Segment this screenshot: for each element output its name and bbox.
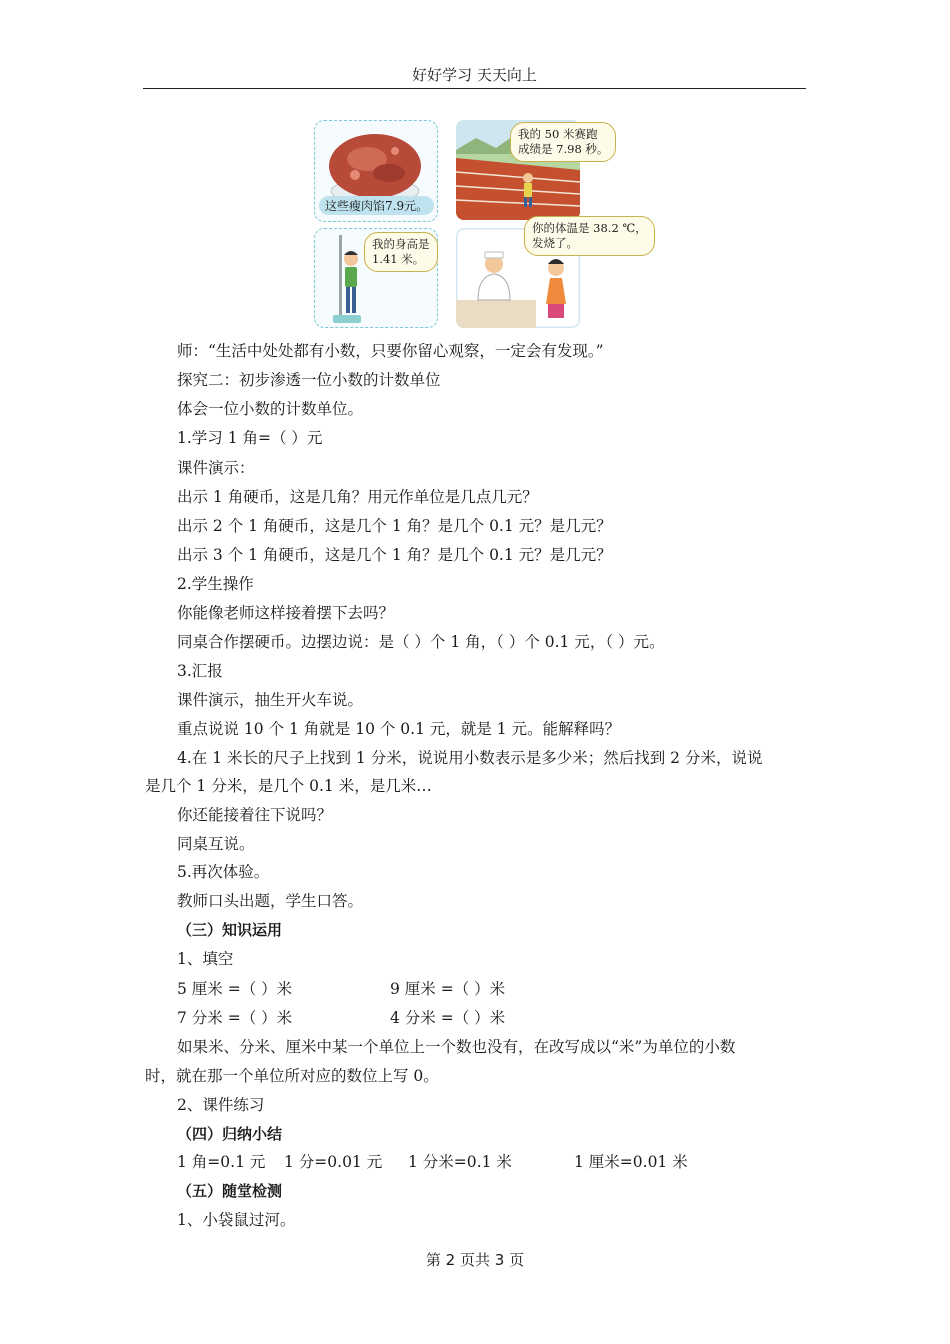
text-line: 7 分米 =（ ）米 xyxy=(177,1009,293,1027)
text-line: 师：“生活中处处都有小数，只要你留心观察，一定会有发现。” xyxy=(177,342,604,360)
panel-caption: 这些瘦肉馅7.9元。 xyxy=(319,196,434,215)
text-line: 出示 2 个 1 角硬币，这是几个 1 角？是几个 0.1 元？是几元？ xyxy=(177,517,612,535)
text-line: 1.学习 1 角=（ ）元 xyxy=(177,429,323,447)
text-line: 9 厘米 =（ ）米 xyxy=(390,980,506,998)
panel-meat xyxy=(314,120,438,222)
text-line: 时，就在那一个单位所对应的数位上写 0。 xyxy=(145,1067,439,1085)
text-line: 5.再次体验。 xyxy=(177,863,270,881)
text-line: 1、填空 xyxy=(177,950,234,968)
text-line: 出示 1 角硬币，这是几角？用元作单位是几点几元？ xyxy=(177,488,538,506)
text-line: 你还能接着往下说吗？ xyxy=(177,806,333,824)
text-line: 你能像老师这样接着摆下去吗？ xyxy=(177,604,395,622)
text-line: 3.汇报 xyxy=(177,662,223,680)
page-footer: 第 2 页共 3 页 xyxy=(425,1251,525,1269)
speech-bubble-temperature xyxy=(524,216,655,256)
text-line: 是几个 1 分米，是几个 0.1 米，是几米… xyxy=(145,777,432,795)
text-line: 1 分=0.01 元 xyxy=(284,1153,383,1171)
text-line: 4 分米 =（ ）米 xyxy=(390,1009,506,1027)
text-line: 课件演示： xyxy=(177,459,255,477)
text-line: 5 厘米 =（ ）米 xyxy=(177,980,293,998)
bubble-text: 1.41 米。 xyxy=(372,252,425,266)
text-line: 1 角=0.1 元 xyxy=(177,1153,266,1171)
text-line: 1 分米=0.1 米 xyxy=(408,1153,512,1171)
speech-bubble-race xyxy=(510,122,616,162)
text-line: 同桌互说。 xyxy=(177,835,255,853)
illustration-figure xyxy=(314,120,668,330)
text-line: 重点说说 10 个 1 角就是 10 个 0.1 元，就是 1 元。能解释吗？ xyxy=(177,720,621,738)
section-heading: （五）随堂检测 xyxy=(177,1182,283,1200)
section-heading: （四）归纳小结 xyxy=(177,1125,283,1143)
text-line: 1、小袋鼠过河。 xyxy=(177,1211,296,1229)
bubble-text: 我的 50 米赛跑 xyxy=(518,127,598,141)
text-line: 如果米、分米、厘米中某一个单位上一个数也没有，在改写成以“米”为单位的小数 xyxy=(177,1038,736,1056)
text-line: 出示 3 个 1 角硬币，这是几个 1 角？是几个 0.1 元？是几元？ xyxy=(177,546,612,564)
page-header: 好好学习 天天向上 xyxy=(412,66,537,84)
text-line: 课件演示，抽生开火车说。 xyxy=(177,691,364,709)
text-line: 同桌合作摆硬币。边摆边说：是（ ）个 1 角，（ ）个 0.1 元，（ ）元。 xyxy=(177,633,665,651)
bubble-text: 成绩是 7.98 秒。 xyxy=(518,142,609,156)
text-line: 教师口头出题，学生口答。 xyxy=(177,892,364,910)
text-line: 体会一位小数的计数单位。 xyxy=(177,400,364,418)
bubble-text: 你的体温是 38.2 ℃， xyxy=(532,221,647,235)
bubble-text: 我的身高是 xyxy=(372,237,430,251)
bubble-text: 发烧了。 xyxy=(532,236,578,250)
header-divider xyxy=(143,88,806,89)
section-heading: （三）知识运用 xyxy=(177,921,283,939)
text-line: 2.学生操作 xyxy=(177,575,254,593)
text-line: 探究二：初步渗透一位小数的计数单位 xyxy=(177,371,441,389)
text-line: 1 厘米=0.01 米 xyxy=(574,1153,688,1171)
speech-bubble-height xyxy=(364,232,438,272)
text-line: 2、课件练习 xyxy=(177,1096,265,1114)
text-line: 4.在 1 米长的尺子上找到 1 分米，说说用小数表示是多少米；然后找到 2 分米，说说 xyxy=(177,749,763,767)
